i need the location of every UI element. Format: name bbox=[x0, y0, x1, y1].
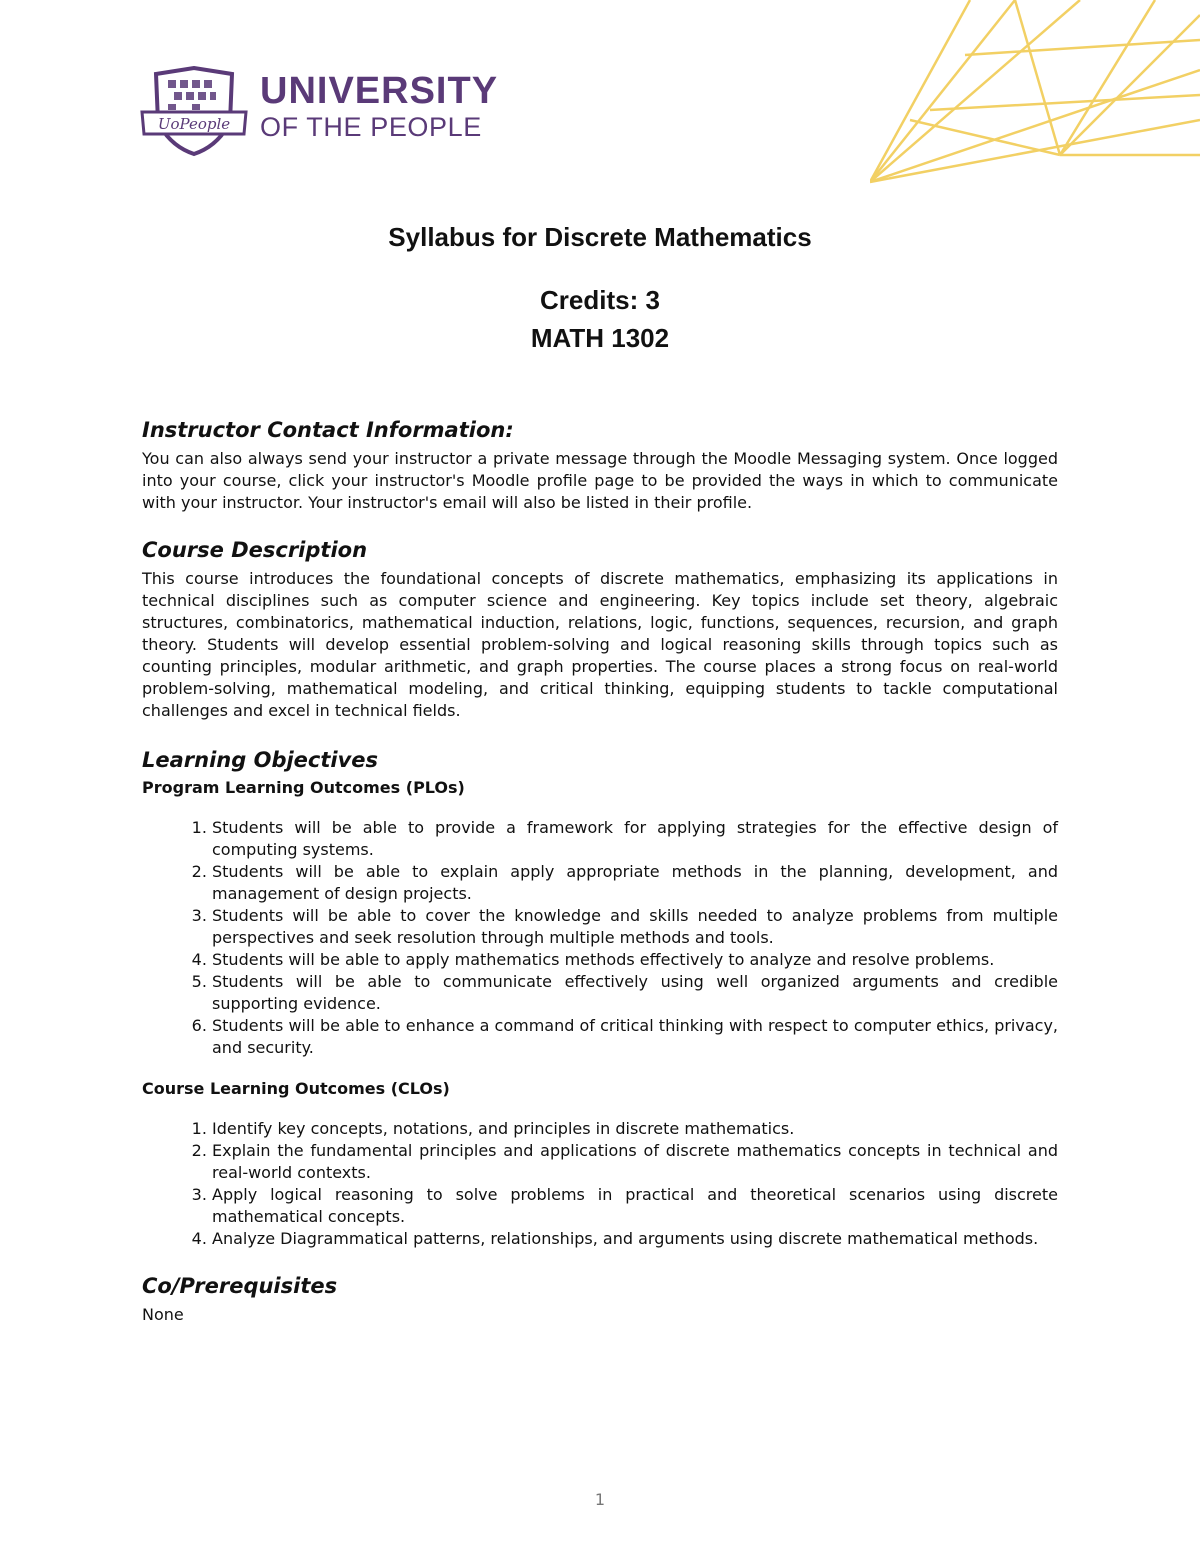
list-item: 4. Analyze Diagrammatical patterns, relationships, and arguments using discrete mathematical methods. bbox=[212, 1228, 1058, 1250]
plo-heading: Program Learning Outcomes (PLOs) bbox=[142, 778, 465, 797]
credits-label: Credits: 3 bbox=[540, 285, 660, 315]
list-item: 3. Students will be able to cover the knowledge and skills needed to analyze problems from multiple perspectives and seek resolution through multiple methods and tools. bbox=[212, 905, 1058, 949]
description-section bbox=[142, 538, 1058, 722]
objectives-section bbox=[142, 748, 1058, 1250]
university-logo bbox=[138, 66, 498, 158]
list-item: 6. Students will be able to enhance a command of critical thinking with respect to computer ethics, privacy, and security. bbox=[212, 1015, 1058, 1059]
objectives-heading: Learning Objectives bbox=[142, 748, 379, 772]
contact-heading: Instructor Contact Information: bbox=[142, 418, 514, 442]
list-item: 2. Explain the fundamental principles and applications of discrete mathematics concepts in technical and real-world contexts. bbox=[212, 1140, 1058, 1184]
crest-icon bbox=[138, 66, 250, 158]
list-item: 4. Students will be able to apply mathematics methods effectively to analyze and resolve problems. bbox=[212, 949, 1058, 971]
syllabus-title: Syllabus for Discrete Mathematics bbox=[388, 222, 812, 252]
clo-list bbox=[142, 1118, 1058, 1250]
description-text: This course introduces the foundational concepts of discrete mathematics, emphasizing its applications in technical disciplines such as computer science and engineering. Key topics include set theory, algebraic structures, combinatorics, mathematical induction, relations, logic, functions, sequences, recursion, and graph theory. Students will develop essential problem-solving and logical reasoning skills through topics such as counting principles, modular arithmetic, and graph properties. The course places a strong focus on real-world problem-solving, mathematical modeling, and critical thinking, equipping students to tackle computational challenges and excel in technical fields. bbox=[142, 569, 1058, 720]
page-number: 1 bbox=[594, 1490, 606, 1509]
course-code: MATH 1302 bbox=[530, 323, 670, 353]
prerequisites-section bbox=[142, 1274, 1058, 1326]
plo-list bbox=[142, 817, 1058, 1059]
list-item: 1. Identify key concepts, notations, and principles in discrete mathematics. bbox=[212, 1118, 1058, 1140]
logo-wordmark-line2: OF THE PEOPLE bbox=[260, 112, 482, 142]
list-item: 1. Students will be able to provide a framework for applying strategies for the effective design of computing systems. bbox=[212, 817, 1058, 861]
decorative-gold-lines bbox=[870, 0, 1200, 200]
logo-badge-text: UoPeople bbox=[157, 115, 231, 133]
contact-section bbox=[142, 418, 1058, 514]
list-item: 2. Students will be able to explain apply appropriate methods in the planning, development, and management of design projects. bbox=[212, 861, 1058, 905]
contact-text: You can also always send your instructor a private message through the Moodle Messaging system. Once logged into your course, click your instructor's Moodle profile page to be provided the ways in which to communicate with your instructor. Your instructor's email will also be listed in their profile. bbox=[142, 449, 1058, 512]
prerequisites-text: None bbox=[142, 1305, 184, 1324]
logo-wordmark-line1: UNIVERSITY bbox=[260, 70, 499, 112]
prerequisites-heading: Co/Prerequisites bbox=[142, 1274, 338, 1298]
list-item: 3. Apply logical reasoning to solve problems in practical and theoretical scenarios using discrete mathematical concepts. bbox=[212, 1184, 1058, 1228]
description-heading: Course Description bbox=[142, 538, 368, 562]
document-body bbox=[142, 418, 1058, 1326]
list-item: 5. Students will be able to communicate effectively using well organized arguments and credible supporting evidence. bbox=[212, 971, 1058, 1015]
clo-heading: Course Learning Outcomes (CLOs) bbox=[142, 1079, 450, 1098]
